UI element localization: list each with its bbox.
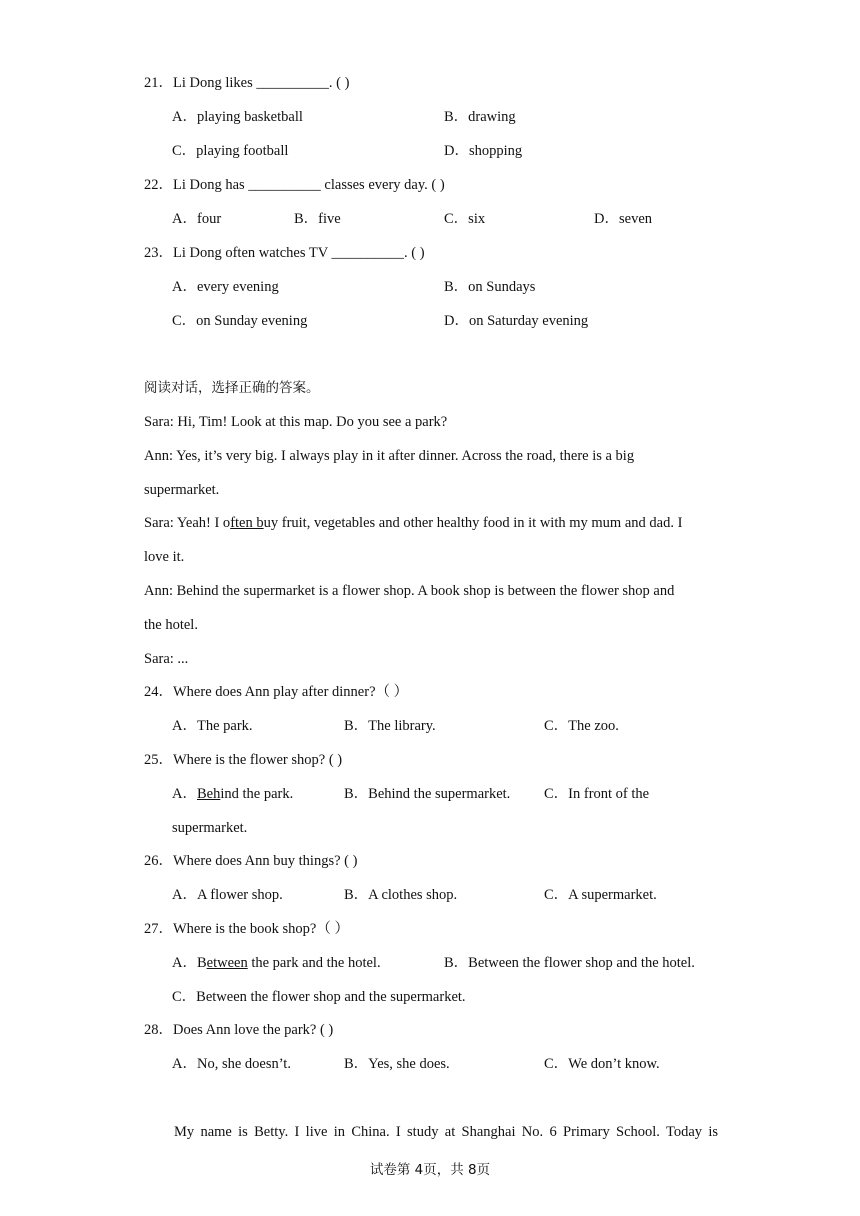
question-number: 21． <box>144 75 173 91</box>
dialogue-line: Sara: ... <box>144 651 189 667</box>
option-27-c[interactable]: C．Between the flower shop and the supermarket. <box>172 989 466 1005</box>
dialogue-line: Sara: Hi, Tim! Look at this map. Do you see a park? <box>144 414 448 430</box>
option-24-c[interactable]: C．The zoo. <box>544 718 619 734</box>
option-25-b[interactable]: B．Behind the supermarket. <box>344 786 511 802</box>
question-number: 22． <box>144 177 173 193</box>
question-26: 26．Where does Ann buy things? ( ) <box>144 853 358 869</box>
option-21-b[interactable]: B．drawing <box>444 109 516 125</box>
question-25: 25．Where is the flower shop? ( ) <box>144 752 343 768</box>
option-28-c[interactable]: C．We don’t know. <box>544 1056 660 1072</box>
dialogue-line: supermarket. <box>144 482 220 498</box>
option-28-b[interactable]: B．Yes, she does. <box>344 1056 450 1072</box>
option-28-a[interactable]: A．No, she doesn’t. <box>172 1056 291 1072</box>
section-title: 阅读对话，选择正确的答案。 <box>144 380 320 396</box>
question-27: 27．Where is the book shop?（ ） <box>144 921 349 937</box>
option-22-b[interactable]: B．five <box>294 211 341 227</box>
option-21-d[interactable]: D．shopping <box>444 143 523 159</box>
option-22-c[interactable]: C．six <box>444 211 486 227</box>
option-25-c-continued: supermarket. <box>172 820 248 836</box>
question-22 <box>144 176 445 194</box>
option-25-a[interactable]: A．Behind the park. <box>172 786 294 802</box>
dialogue-line: Ann: Yes, it’s very big. I always play in it after dinner. Across the road, there is a big <box>144 448 635 464</box>
option-26-b[interactable]: B．A clothes shop. <box>344 887 458 903</box>
option-22-a[interactable]: A．four <box>172 211 222 227</box>
question-stem: Li Dong often watches TV __________. ( ) <box>173 245 425 261</box>
question-24: 24．Where does Ann play after dinner?（ ） <box>144 684 409 700</box>
option-23-a[interactable]: A．every evening <box>172 279 279 295</box>
question-stem: Li Dong likes __________. ( ) <box>173 75 350 91</box>
option-22-d[interactable]: D．seven <box>594 211 652 227</box>
dialogue-line: the hotel. <box>144 617 198 633</box>
option-23-c[interactable]: C．on Sunday evening <box>172 313 308 329</box>
underlined-text: ften b <box>230 515 264 531</box>
option-21-a[interactable]: A．playing basketball <box>172 109 303 125</box>
question-21 <box>144 74 349 92</box>
dialogue-line: Sara: Yeah! I often buy fruit, vegetables and other healthy food in it with my mum and dad. I <box>144 515 683 531</box>
question-28: 28．Does Ann love the park? ( ) <box>144 1022 334 1038</box>
option-25-c[interactable]: C．In front of the <box>544 786 650 802</box>
question-stem: Li Dong has __________ classes every day. ( ) <box>173 177 445 193</box>
option-27-b[interactable]: B．Between the flower shop and the hotel. <box>444 955 695 971</box>
option-26-c[interactable]: C．A supermarket. <box>544 887 657 903</box>
option-23-b[interactable]: B．on Sundays <box>444 279 536 295</box>
dialogue-line: Ann: Behind the supermarket is a flower shop. A book shop is between the flower shop and <box>144 583 675 599</box>
option-24-b[interactable]: B．The library. <box>344 718 436 734</box>
option-23-d[interactable]: D．on Saturday evening <box>444 313 589 329</box>
option-21-c[interactable]: C．playing football <box>172 143 289 159</box>
option-27-a[interactable]: A．Between the park and the hotel. <box>172 955 381 971</box>
option-26-a[interactable]: A．A flower shop. <box>172 887 283 903</box>
passage-text: My name is Betty. I live in China. I study at Shanghai No. 6 Primary School. Today is <box>174 1124 718 1140</box>
question-number: 23． <box>144 245 173 261</box>
option-24-a[interactable]: A．The park. <box>172 718 253 734</box>
page-footer: 试卷第 4页，共 8页 <box>369 1162 491 1178</box>
dialogue-line: love it. <box>144 549 185 565</box>
question-23 <box>144 244 425 262</box>
